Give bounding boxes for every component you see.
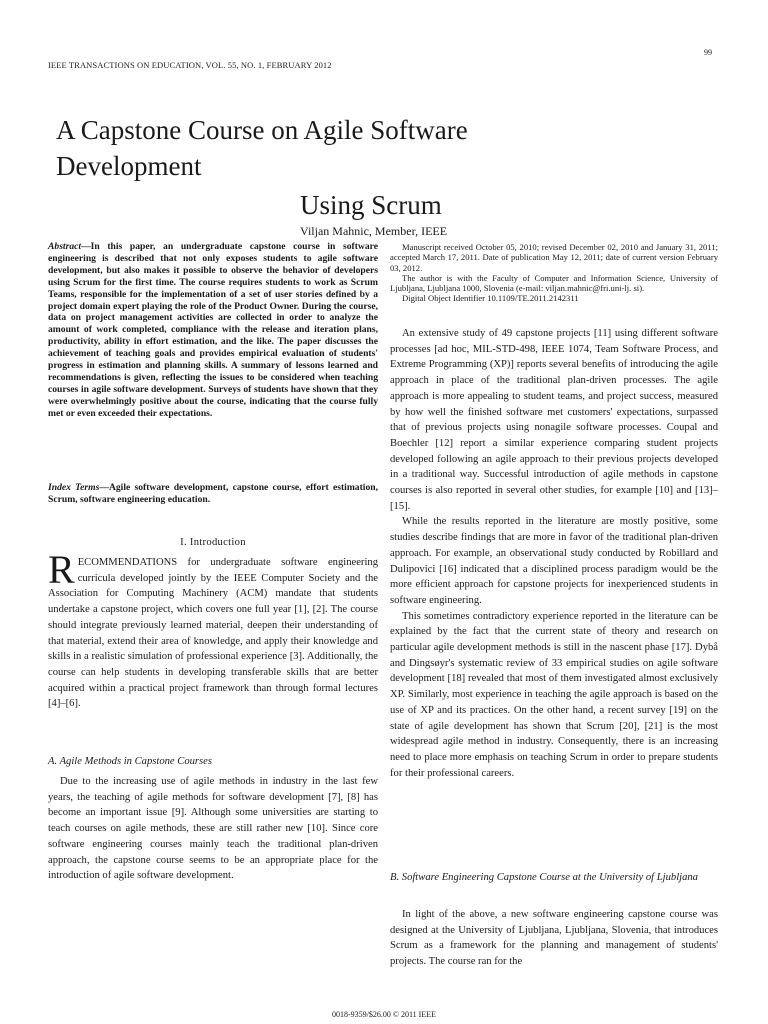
copyright-footer: 0018-9359/$26.00 © 2011 IEEE xyxy=(332,1010,436,1019)
right-column-body xyxy=(390,326,718,781)
subsection-b-paragraph: In light of the above, a new software engineering capstone course was designed at the University of Ljubljana, Ljubljana, Slovenia, that introduces Scrum as a framework for the planning and management of students' projects. The course ran for the xyxy=(390,909,718,968)
footnote xyxy=(390,242,718,304)
intro-text: ECOMMENDATIONS for undergraduate software engineering curricula developed jointly by the IEEE Computer Society and the Association for Computing Machinery (ACM) mandate that students undertake a capstone project, which covers one full year [1], [2]. The course should integrate previously learned material, deepen their understanding of that material, extend their area of knowledge, and apply their knowledge and skills in a realistic simulation of professional experience [3]. Additionally, the course can help students in developing transferable skills that are better acquired within a practical project framework than through formal lectures [4]–[6]. xyxy=(48,557,378,710)
subsection-a-paragraph: Due to the increasing use of agile methods in industry in the last few years, the teaching of agile methods for software development [7], [8] has become an important issue [9]. Although some universities are starting to teach courses on agile methods, these are still rather new [10]. Since core software engineering courses mainly teach the traditional plan-driven approach, the capstone course seems to be an appropriate place for the introduction of agile software development. xyxy=(48,776,378,882)
drop-cap: R xyxy=(48,547,75,592)
right-paragraph-2: While the results reported in the literature are mostly positive, some studies describe findings that are more in favor of the traditional plan-driven approach. For example, an observational study conducted by Robillard and Dulipovici [16] indicated that a disciplined process paradigm would be the more efficient approach for capstone projects for inexperienced students in software engineering. xyxy=(390,516,718,606)
subsection-b-body xyxy=(390,907,718,970)
right-paragraph-1: An extensive study of 49 capstone projects [11] using different software processes [ad hoc, MIL-STD-498, IEEE 1074, Team Software Process, and Extreme Programming (XP)] reports several benefits of introducing the agile approach in place of the traditional plan-driven processes. The agile approach is more appealing to student teams, and project success, measured by how well the finished software met customers' expectations, surpassed that of previous projects using nonagile software processes. Coupal and Boechler [12] report a similar experience comparing student projects developed following an agile approach to their previous projects developed in a traditional way. Successful introduction of agile methods in capstone courses is also reported in several other studies, for example [10] and [13]–[15]. xyxy=(390,328,718,512)
footnote-affiliation: The author is with the Faculty of Computer and Information Science, University of Ljubljana, Ljubljana 1000, Slovenia (e-mail: viljan.mahnic@fri.uni-lj. si). xyxy=(390,272,718,294)
abstract-text: —In this paper, an undergraduate capstone course in software engineering is described that not only exposes students to agile software development, but also makes it possible to observe the behavior of developers using Scrum for the first time. The course requires students to work as Scrum Teams, responsible for the implementation of a set of user stories defined by a project domain expert playing the role of the Product Owner. During the course, data on project management activities are collected in order to analyze the amount of work completed, compliance with the release and iteration plans, productivity, ability in effort estimation, and the like. The paper discusses the achievement of teaching goals and provides empirical evaluation of students' progress in estimation and planning skills. A summary of lessons learned and recommendations is given, reflecting the issues to be considered when teaching courses in agile software development. Surveys of students have shown that they were overwhelmingly positive about the course, indicating that the course fully met or even exceeded their expectations. xyxy=(48,241,378,419)
section-heading-introduction: I. Introduction xyxy=(180,537,246,548)
right-paragraph-3: This sometimes contradictory experience reported in the literature can be explained by the fact that the current state of theory and research on particular agile development methods is still in the nascent phase [17]. Dybå and Dingsøyr's systematic review of 33 empirical studies on agile software development [18] revealed that most of them investigated almost exclusively XP. Similarly, most experience in teaching the agile approach is based on the use of XP and its practices. On the other hand, a recent survey [19] on the state of agile development has shown that Scrum [20], [21] is the most widespread agile method in industry. Consequently, there is an increasing need to place more emphasis on teaching Scrum in order to prepare students for their professional careers. xyxy=(390,610,718,779)
author-line: Viljan Mahnic, Member, IEEE xyxy=(300,224,448,238)
journal-header: IEEE TRANSACTIONS ON EDUCATION, VOL. 55, NO. 1, FEBRUARY 2012 xyxy=(48,60,332,70)
intro-paragraph xyxy=(48,547,378,712)
subsection-b-heading: B. Software Engineering Capstone Course at the University of Ljubljana xyxy=(390,872,698,883)
index-terms xyxy=(48,482,378,506)
footnote-received: Manuscript received October 05, 2010; revised December 02, 2010 and January 31, 2011; accepted March 17, 2011. Date of publication May 12, 2011; date of current version February 03, 2012. xyxy=(390,242,718,273)
subsection-a-body xyxy=(48,774,378,884)
abstract-lead: Abstract xyxy=(48,241,82,252)
page-number: 99 xyxy=(704,48,712,57)
paper-title-line2: Using Scrum xyxy=(300,190,442,220)
paper-title: A Capstone Course on Agile Software Development xyxy=(56,115,468,181)
footnote-doi: Digital Object Identifier 10.1109/TE.2011.2142311 xyxy=(402,293,579,304)
index-terms-lead: Index Terms xyxy=(48,482,100,493)
subsection-a-heading: A. Agile Methods in Capstone Courses xyxy=(48,756,213,767)
abstract xyxy=(48,241,378,420)
index-terms-text: —Agile software development, capstone course, effort estimation, Scrum, software engineering education. xyxy=(48,482,378,505)
